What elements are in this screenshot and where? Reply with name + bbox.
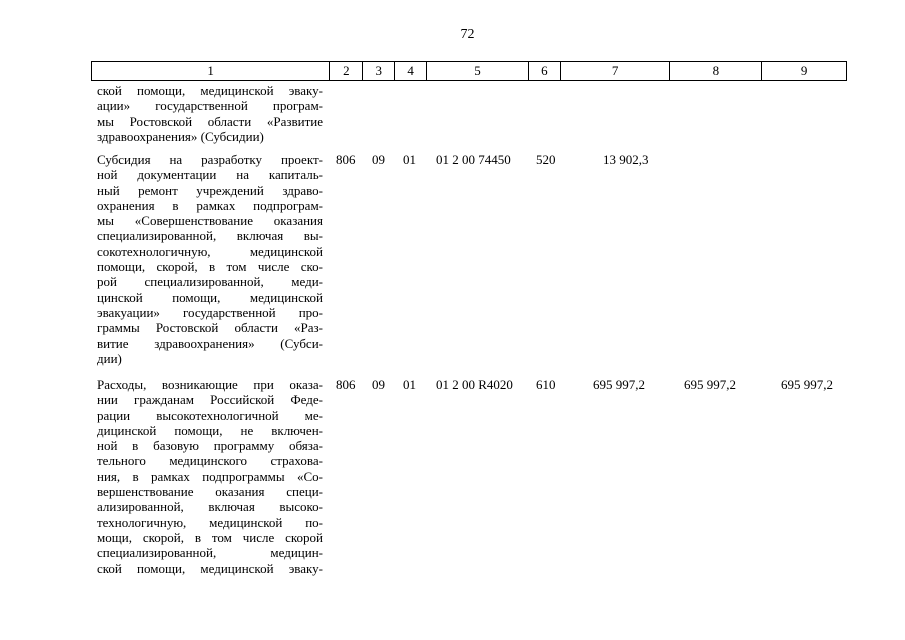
column-header-5: 5 [427, 62, 529, 80]
column-header-2: 2 [330, 62, 363, 80]
cell-target-article: 01 2 00 R4020 [436, 377, 513, 392]
description-line: мощи, скорой, в том числе скорой [97, 529, 323, 545]
column-header-9: 9 [800, 63, 808, 78]
description-line: тельного медицинского страхова- [97, 453, 323, 469]
table-row-description [97, 83, 323, 144]
description-line: здравоохранения» (Субсидии) [97, 128, 264, 144]
description-line: ской помощи, медицинской эваку- [97, 560, 323, 576]
description-line: нии гражданам Российской Феде- [97, 392, 323, 408]
cell-target-article: 01 2 00 74450 [436, 152, 511, 167]
description-line: дицинской помощи, не включен- [97, 422, 323, 438]
cell-subsection-code: 01 [403, 377, 416, 392]
cell-ministry-code: 806 [336, 152, 356, 167]
column-header-6: 6 [529, 62, 561, 80]
description-line: граммы Ростовской области «Раз- [97, 320, 323, 336]
description-line: цинской помощи, медицинской [97, 289, 323, 305]
description-line: мы Ростовской области «Развитие [97, 113, 323, 129]
cell-section-code: 09 [372, 152, 385, 167]
description-line: витие здравоохранения» (Субси- [97, 335, 323, 351]
description-line: технологичную, медицинской по- [97, 514, 323, 530]
description-line: ской помощи, медицинской эваку- [97, 83, 323, 98]
cell-amount-year-1: 13 902,3 [603, 152, 649, 167]
table-row-description [97, 152, 323, 366]
description-line: ации» государственной програм- [97, 98, 323, 114]
column-header-3: 3 [363, 62, 395, 80]
cell-expense-type: 520 [536, 152, 556, 167]
description-line: эвакуации» государственной про- [97, 304, 323, 320]
cell-amount-year-3: 695 997,2 [781, 377, 833, 392]
description-line: охранения в рамках подпрограм- [97, 197, 323, 213]
description-line: Расходы, возникающие при оказа- [97, 377, 323, 392]
description-line: специализированной, включая вы- [97, 228, 323, 244]
description-line: ный ремонт учреждений здраво- [97, 182, 323, 198]
column-header-1: 1 [92, 62, 330, 80]
cell-section-code: 09 [372, 377, 385, 392]
description-line: рой специализированной, меди- [97, 274, 323, 290]
cell-amount-year-2: 695 997,2 [684, 377, 736, 392]
description-line: мы «Совершенствование оказания [97, 213, 323, 229]
table-row-description [97, 377, 323, 576]
table-header-row [91, 61, 847, 81]
description-line: специализированной, медицин- [97, 545, 323, 561]
cell-amount-year-1: 695 997,2 [593, 377, 645, 392]
description-line: вершенствование оказания специ- [97, 484, 323, 500]
cell-ministry-code: 806 [336, 377, 356, 392]
description-line: ализированной, включая высоко- [97, 499, 323, 515]
description-line: ной в базовую программу обяза- [97, 438, 323, 454]
page-number: 72 [460, 27, 475, 42]
description-line: ной документации на капиталь- [97, 167, 323, 183]
description-line: рации высокотехнологичной ме- [97, 407, 323, 423]
column-header-7: 7 [561, 62, 671, 80]
column-header-8: 8 [670, 62, 762, 80]
cell-expense-type: 610 [536, 377, 556, 392]
description-line: помощи, скорой, в том числе ско- [97, 259, 323, 275]
description-line: сокотехнологичную, медицинской [97, 243, 323, 259]
description-line: ния, в рамках подпрограммы «Со- [97, 468, 323, 484]
description-line: Субсидия на разработку проект- [97, 152, 323, 167]
cell-subsection-code: 01 [403, 152, 416, 167]
description-line: дии) [97, 350, 122, 366]
column-header-4: 4 [395, 62, 427, 80]
